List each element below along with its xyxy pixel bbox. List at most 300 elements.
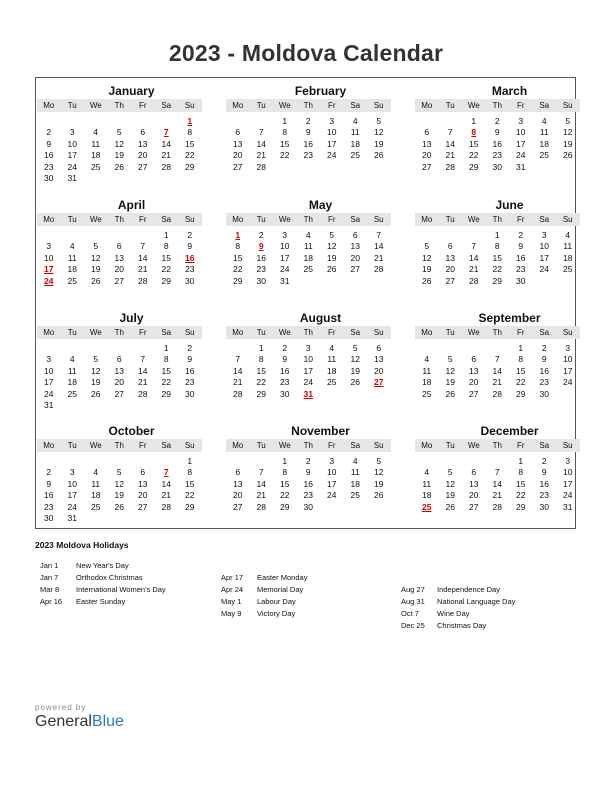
weekday-label: Fr: [327, 215, 336, 224]
weekday-label: Fr: [516, 328, 525, 337]
day-cell: 27: [350, 264, 360, 275]
day-cell: 20: [350, 252, 360, 263]
day-cell: 1: [187, 456, 193, 466]
day-cell: 17: [539, 252, 549, 263]
day-cell: 24: [67, 161, 77, 172]
day-cell: 30: [280, 388, 290, 399]
day-cell: 15: [516, 365, 526, 376]
day-cell: 6: [471, 467, 477, 478]
weekday-label: We: [278, 441, 291, 450]
weekday-label: Mo: [43, 441, 55, 450]
holiday-name: National Language Day: [437, 597, 516, 606]
day-cell: 15: [185, 138, 195, 149]
holiday-row: [401, 608, 515, 620]
empty-cell: [61, 456, 85, 467]
day-cell: 15: [469, 138, 479, 149]
day-cell: 23: [256, 264, 266, 275]
weekday-label: Th: [303, 441, 313, 450]
day-cell: 10: [563, 467, 573, 478]
day-cell: 17: [67, 150, 77, 161]
holiday-date: Apr 17: [221, 573, 244, 582]
day-cell: 17: [67, 490, 77, 501]
day-cell: 29: [233, 275, 243, 286]
day-cell: 10: [327, 127, 337, 138]
days-grid: [37, 116, 202, 184]
day-cell: 2: [541, 343, 547, 353]
day-cell: 26: [374, 150, 384, 161]
day-cell: 13: [350, 241, 360, 252]
day-cell: 24: [303, 377, 313, 388]
days-grid: [415, 343, 580, 400]
day-cell: 15: [185, 478, 195, 489]
holiday-row: [221, 584, 307, 596]
day-cell: 30: [256, 275, 266, 286]
day-cell: 22: [469, 150, 479, 161]
day-cell: 20: [374, 365, 384, 376]
day-cell: 5: [352, 343, 358, 353]
holiday-date: Jan 7: [40, 573, 59, 582]
month-may: [226, 198, 391, 287]
day-cell: 23: [539, 377, 549, 388]
weekday-label: We: [89, 215, 102, 224]
empty-cell: [415, 116, 439, 127]
day-cell: 13: [374, 354, 384, 365]
day-cell: 10: [44, 365, 54, 376]
empty-cell: [131, 230, 155, 241]
empty-cell: [108, 343, 132, 354]
day-cell: 6: [140, 467, 146, 478]
day-cell: 26: [350, 377, 360, 388]
weekday-label: Th: [492, 215, 502, 224]
day-cell: 9: [282, 354, 288, 365]
weekday-label: Th: [114, 101, 124, 110]
holiday-date: Dec 25: [401, 621, 425, 630]
holiday-row: [401, 596, 515, 608]
day-cell: 13: [114, 365, 124, 376]
day-cell: 17: [563, 365, 573, 376]
day-cell: 11: [303, 241, 313, 252]
day-cell: 14: [138, 252, 148, 263]
day-cell: 14: [256, 478, 266, 489]
weekday-label: Mo: [232, 101, 244, 110]
empty-cell: [486, 343, 510, 354]
day-cell: 7: [140, 241, 146, 252]
days-grid: [415, 116, 580, 173]
empty-cell: [462, 343, 486, 354]
day-cell: 10: [539, 241, 549, 252]
weekday-label: Fr: [138, 441, 147, 450]
day-cell: 1: [258, 343, 264, 353]
holiday-name: Labour Day: [257, 597, 296, 606]
empty-cell: [439, 116, 463, 127]
day-cell: 5: [329, 230, 335, 240]
day-cell: 3: [565, 343, 571, 353]
day-cell: 19: [422, 264, 432, 275]
day-cell: 17: [280, 252, 290, 263]
day-cell: 16: [44, 150, 54, 161]
empty-cell: [226, 116, 250, 127]
day-cell: 9: [518, 241, 524, 252]
day-cell: 12: [114, 478, 124, 489]
empty-cell: [84, 230, 108, 241]
day-cell: 24: [563, 490, 573, 501]
holiday-day-cell: 8: [471, 127, 477, 138]
weekday-label: Fr: [138, 328, 147, 337]
holiday-row: [401, 584, 515, 596]
day-cell: 25: [91, 501, 101, 512]
empty-cell: [462, 456, 486, 467]
day-cell: 17: [327, 138, 337, 149]
day-cell: 11: [422, 478, 432, 489]
day-cell: 4: [352, 116, 358, 126]
day-cell: 2: [305, 116, 311, 126]
day-cell: 18: [350, 478, 360, 489]
day-cell: 11: [539, 127, 549, 138]
holiday-row: [221, 572, 307, 584]
day-cell: 20: [445, 264, 455, 275]
day-cell: 24: [539, 264, 549, 275]
holiday-name: International Women's Day: [76, 585, 166, 594]
month-name: August: [299, 311, 342, 325]
day-cell: 12: [91, 252, 101, 263]
day-cell: 1: [163, 230, 169, 240]
day-cell: 4: [565, 230, 571, 240]
empty-cell: [462, 230, 486, 241]
day-cell: 31: [280, 275, 290, 286]
day-cell: 20: [233, 150, 243, 161]
weekday-header: [226, 213, 391, 226]
day-cell: 28: [492, 388, 502, 399]
holiday-name: New Year's Day: [76, 561, 129, 570]
weekday-label: Sa: [161, 441, 172, 450]
day-cell: 11: [67, 252, 77, 263]
weekday-label: Mo: [232, 328, 244, 337]
day-cell: 19: [374, 478, 384, 489]
day-cell: 16: [539, 365, 549, 376]
holiday-date: May 1: [221, 597, 242, 606]
day-cell: 26: [422, 275, 432, 286]
holiday-column: [401, 584, 515, 632]
holiday-day-cell: 7: [163, 127, 169, 138]
day-cell: 18: [67, 264, 77, 275]
day-cell: 7: [447, 127, 453, 138]
month-april: [37, 198, 202, 287]
day-cell: 15: [492, 252, 502, 263]
holiday-name: Wine Day: [437, 609, 470, 618]
day-cell: 22: [492, 264, 502, 275]
day-cell: 9: [541, 354, 547, 365]
weekday-label: Su: [373, 215, 384, 224]
day-cell: 14: [161, 138, 171, 149]
day-cell: 18: [422, 490, 432, 501]
day-cell: 19: [91, 264, 101, 275]
day-cell: 16: [303, 478, 313, 489]
day-cell: 19: [350, 365, 360, 376]
day-cell: 16: [185, 365, 195, 376]
day-cell: 12: [327, 241, 337, 252]
holiday-name: Christmas Day: [437, 621, 487, 630]
day-cell: 22: [185, 490, 195, 501]
day-cell: 6: [140, 127, 146, 138]
day-cell: 6: [424, 127, 430, 138]
day-cell: 7: [258, 467, 264, 478]
holiday-row: [40, 584, 166, 596]
days-grid: [37, 343, 202, 411]
day-cell: 31: [67, 512, 77, 523]
weekday-header: [226, 439, 391, 452]
holiday-date: May 9: [221, 609, 242, 618]
month-november: [226, 424, 391, 513]
empty-cell: [155, 456, 179, 467]
empty-cell: [439, 456, 463, 467]
day-cell: 1: [494, 230, 500, 240]
weekday-label: Tu: [67, 328, 77, 337]
weekday-label: Sa: [350, 101, 361, 110]
day-cell: 22: [161, 264, 171, 275]
day-cell: 4: [69, 241, 75, 252]
holiday-name: Easter Sunday: [76, 597, 126, 606]
day-cell: 10: [280, 241, 290, 252]
month-august: [226, 311, 391, 400]
weekday-label: Su: [184, 328, 195, 337]
weekday-label: Su: [373, 328, 384, 337]
weekday-label: Sa: [539, 441, 550, 450]
empty-cell: [155, 116, 179, 127]
day-cell: 15: [256, 365, 266, 376]
weekday-header: [415, 326, 580, 339]
holiday-column: [40, 560, 166, 608]
day-cell: 28: [492, 501, 502, 512]
day-cell: 18: [327, 365, 337, 376]
day-cell: 7: [258, 127, 264, 138]
day-cell: 7: [376, 230, 382, 240]
weekday-header: [415, 99, 580, 112]
day-cell: 5: [447, 354, 453, 365]
day-cell: 5: [424, 241, 430, 252]
holiday-date: Apr 16: [40, 597, 63, 606]
empty-cell: [108, 116, 132, 127]
empty-cell: [61, 116, 85, 127]
day-cell: 25: [327, 377, 337, 388]
month-june: [415, 198, 580, 287]
empty-cell: [108, 230, 132, 241]
weekday-label: We: [467, 328, 480, 337]
day-cell: 2: [187, 230, 193, 240]
day-cell: 19: [374, 138, 384, 149]
day-cell: 9: [305, 467, 311, 478]
day-cell: 18: [422, 377, 432, 388]
month-july: [37, 311, 202, 411]
day-cell: 21: [138, 264, 148, 275]
day-cell: 10: [67, 478, 77, 489]
day-cell: 1: [282, 116, 288, 126]
weekday-label: Fr: [516, 101, 525, 110]
day-cell: 24: [67, 501, 77, 512]
day-cell: 10: [563, 354, 573, 365]
weekday-label: Mo: [421, 328, 433, 337]
weekday-label: We: [89, 441, 102, 450]
day-cell: 14: [256, 138, 266, 149]
weekday-label: We: [467, 441, 480, 450]
day-cell: 14: [492, 478, 502, 489]
weekday-header: [226, 99, 391, 112]
day-cell: 25: [67, 388, 77, 399]
holiday-row: [40, 596, 166, 608]
weekday-label: Fr: [138, 215, 147, 224]
holiday-row: [40, 560, 166, 572]
day-cell: 25: [422, 388, 432, 399]
weekday-label: Th: [492, 328, 502, 337]
weekday-label: Su: [562, 215, 573, 224]
day-cell: 13: [233, 478, 243, 489]
day-cell: 12: [91, 365, 101, 376]
weekday-label: We: [467, 215, 480, 224]
holiday-day-cell: 25: [422, 501, 432, 512]
weekday-label: Fr: [327, 441, 336, 450]
weekday-label: Mo: [421, 101, 433, 110]
month-october: [37, 424, 202, 524]
empty-cell: [84, 456, 108, 467]
day-cell: 23: [44, 501, 54, 512]
day-cell: 22: [280, 150, 290, 161]
day-cell: 8: [235, 241, 241, 252]
weekday-label: Th: [114, 328, 124, 337]
day-cell: 29: [161, 388, 171, 399]
day-cell: 25: [303, 264, 313, 275]
month-name: October: [108, 424, 155, 438]
day-cell: 21: [492, 490, 502, 501]
day-cell: 5: [447, 467, 453, 478]
day-cell: 9: [187, 354, 193, 365]
holiday-date: Aug 27: [401, 585, 425, 594]
day-cell: 21: [492, 377, 502, 388]
day-cell: 2: [187, 343, 193, 353]
day-cell: 26: [445, 501, 455, 512]
day-cell: 29: [516, 501, 526, 512]
day-cell: 15: [280, 478, 290, 489]
weekday-label: Mo: [421, 441, 433, 450]
day-cell: 8: [187, 467, 193, 478]
day-cell: 30: [492, 161, 502, 172]
empty-cell: [131, 456, 155, 467]
empty-cell: [131, 116, 155, 127]
day-cell: 4: [93, 127, 99, 138]
day-cell: 12: [114, 138, 124, 149]
day-cell: 31: [44, 399, 54, 410]
days-grid: [226, 456, 391, 513]
month-name: February: [294, 84, 347, 98]
day-cell: 16: [303, 138, 313, 149]
month-december: [415, 424, 580, 513]
weekday-label: Mo: [232, 441, 244, 450]
day-cell: 2: [46, 467, 52, 478]
holiday-day-cell: 7: [163, 467, 169, 478]
month-september: [415, 311, 580, 400]
day-cell: 10: [44, 252, 54, 263]
powered-by-text: powered by: [35, 703, 87, 712]
day-cell: 18: [91, 150, 101, 161]
day-cell: 26: [114, 161, 124, 172]
day-cell: 10: [303, 354, 313, 365]
day-cell: 15: [233, 252, 243, 263]
day-cell: 22: [256, 377, 266, 388]
day-cell: 29: [256, 388, 266, 399]
day-cell: 18: [91, 490, 101, 501]
day-cell: 5: [565, 116, 571, 126]
day-cell: 23: [303, 490, 313, 501]
day-cell: 30: [539, 388, 549, 399]
day-cell: 6: [471, 354, 477, 365]
day-cell: 28: [233, 388, 243, 399]
days-grid: [226, 116, 391, 173]
day-cell: 5: [116, 467, 122, 478]
day-cell: 5: [376, 456, 382, 466]
day-cell: 4: [329, 343, 335, 353]
day-cell: 3: [541, 230, 547, 240]
day-cell: 14: [233, 365, 243, 376]
day-cell: 6: [235, 467, 241, 478]
day-cell: 28: [445, 161, 455, 172]
days-grid: [226, 343, 391, 400]
day-cell: 24: [516, 150, 526, 161]
weekday-label: Fr: [327, 328, 336, 337]
day-cell: 27: [114, 388, 124, 399]
day-cell: 19: [91, 377, 101, 388]
weekday-label: We: [89, 328, 102, 337]
day-cell: 4: [305, 230, 311, 240]
weekday-label: Sa: [161, 101, 172, 110]
day-cell: 16: [280, 365, 290, 376]
day-cell: 2: [258, 230, 264, 240]
day-cell: 20: [114, 377, 124, 388]
day-cell: 21: [233, 377, 243, 388]
day-cell: 11: [350, 467, 360, 478]
empty-cell: [37, 230, 61, 241]
day-cell: 30: [44, 512, 54, 523]
day-cell: 25: [539, 150, 549, 161]
holiday-name: Orthodox Christmas: [76, 573, 143, 582]
day-cell: 15: [516, 478, 526, 489]
weekday-label: Tu: [256, 215, 266, 224]
weekday-label: Th: [492, 101, 502, 110]
day-cell: 1: [282, 456, 288, 466]
day-cell: 10: [516, 127, 526, 138]
weekday-label: Mo: [232, 215, 244, 224]
weekday-label: Su: [373, 101, 384, 110]
holiday-day-cell: 24: [44, 275, 54, 286]
weekday-label: Sa: [539, 101, 550, 110]
day-cell: 11: [327, 354, 337, 365]
empty-cell: [84, 116, 108, 127]
day-cell: 20: [469, 377, 479, 388]
day-cell: 4: [424, 467, 430, 478]
day-cell: 8: [518, 354, 524, 365]
empty-cell: [226, 456, 250, 467]
days-grid: [226, 230, 391, 287]
day-cell: 11: [350, 127, 360, 138]
generalblue-logo[interactable]: GeneralBlue: [35, 713, 124, 730]
day-cell: 19: [327, 252, 337, 263]
day-cell: 7: [494, 467, 500, 478]
weekday-label: Th: [114, 215, 124, 224]
day-cell: 22: [233, 264, 243, 275]
day-cell: 9: [494, 127, 500, 138]
day-cell: 3: [565, 456, 571, 466]
day-cell: 8: [187, 127, 193, 138]
weekday-header: [226, 326, 391, 339]
day-cell: 12: [563, 127, 573, 138]
day-cell: 23: [303, 150, 313, 161]
